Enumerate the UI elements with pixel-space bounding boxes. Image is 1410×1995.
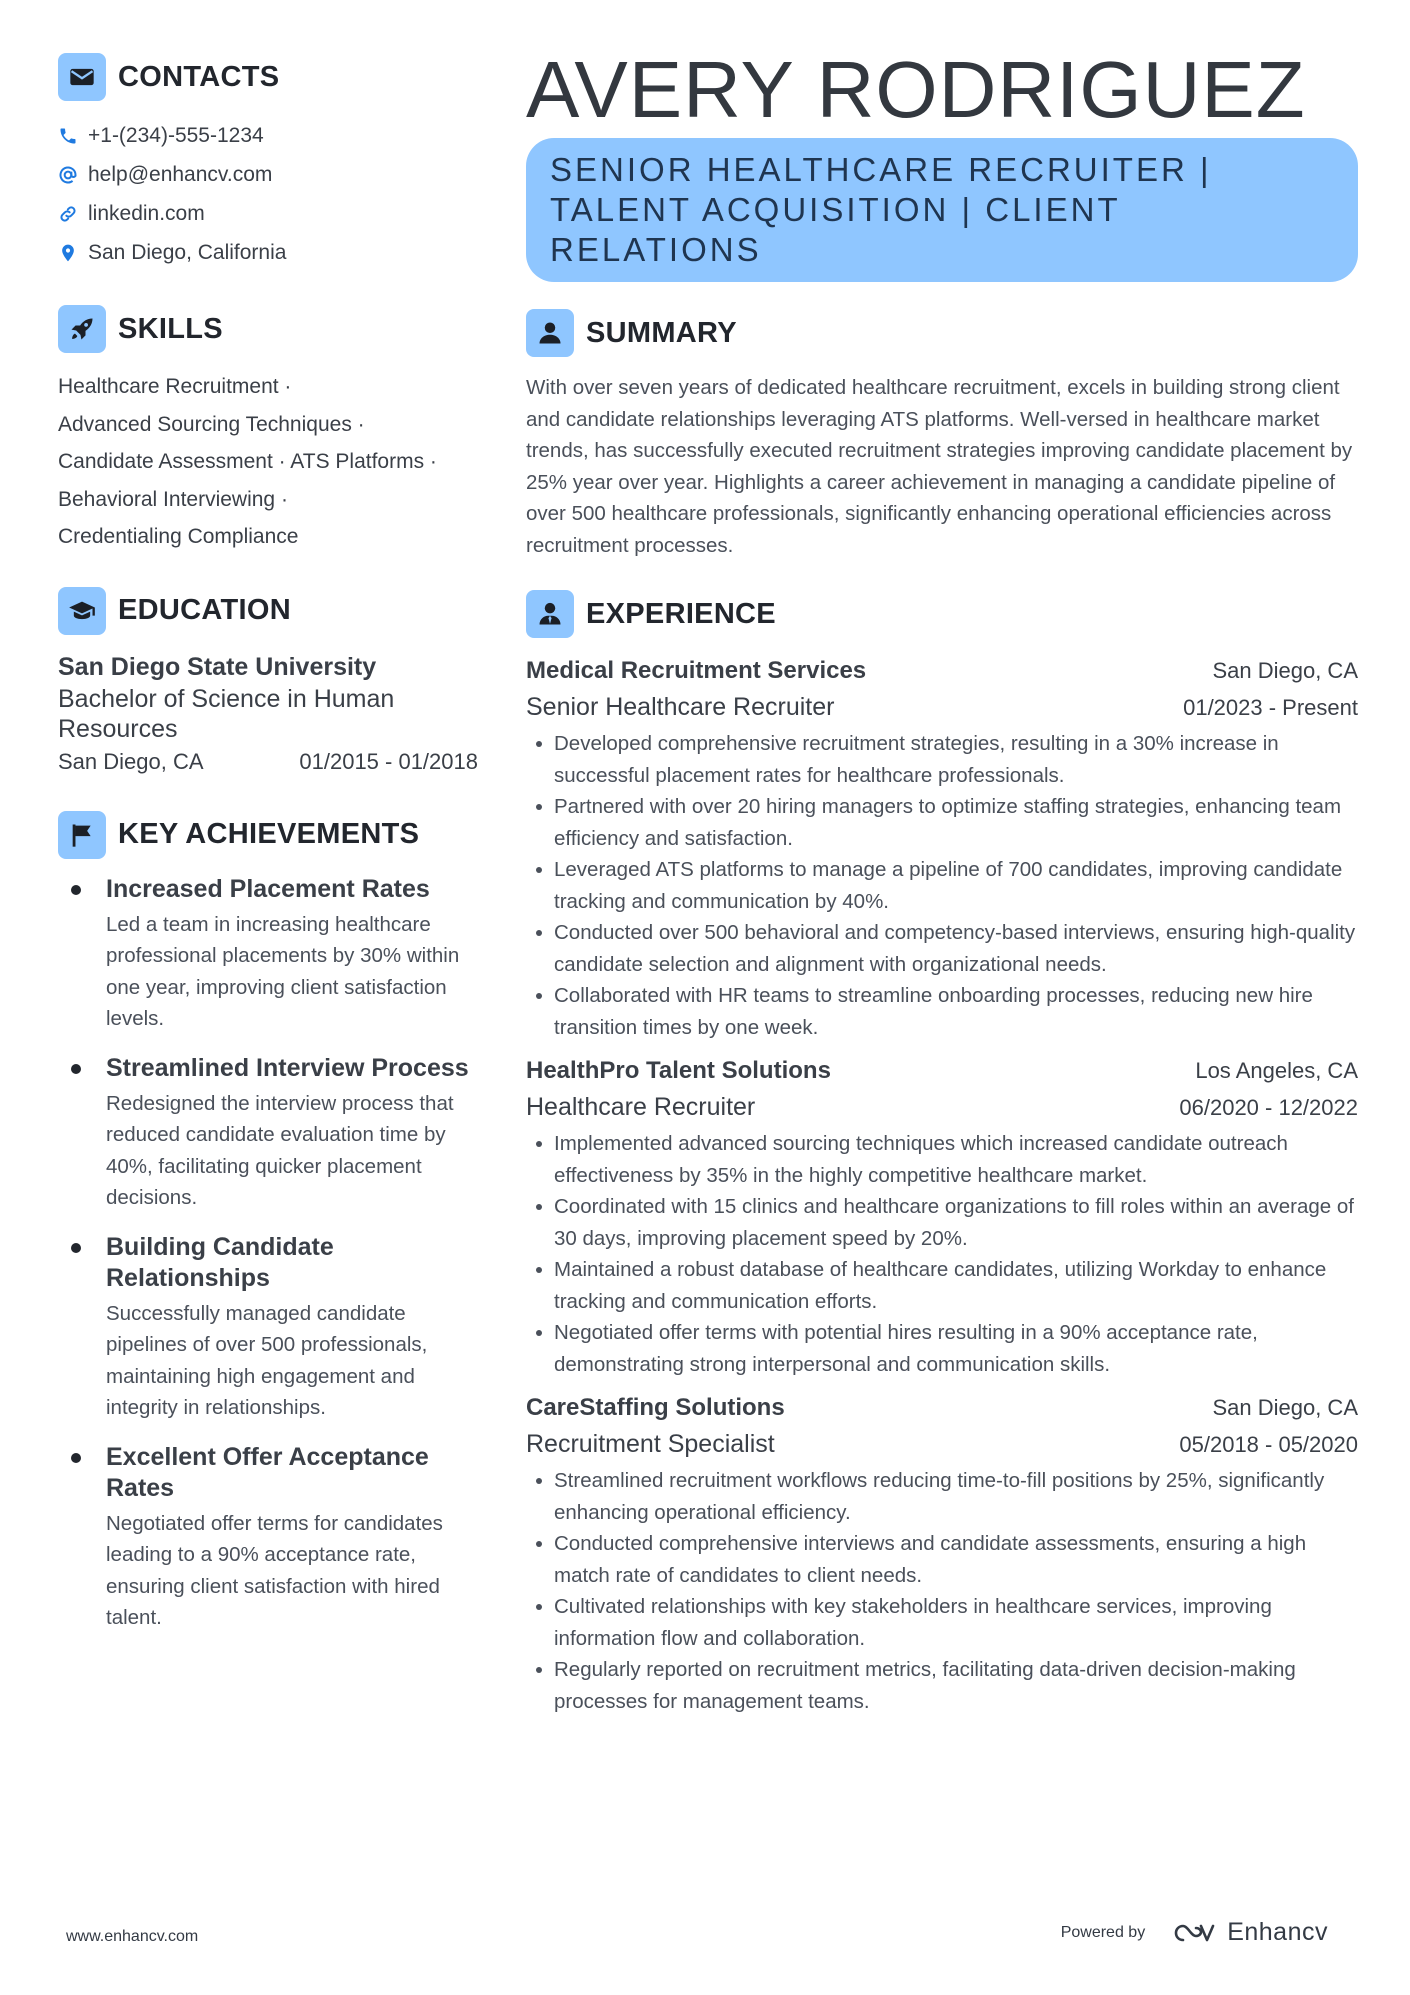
skills-title: SKILLS (118, 312, 223, 345)
job-role: Healthcare Recruiter (526, 1093, 756, 1121)
enhancv-logo-icon (1171, 1920, 1217, 1946)
achievement-desc: Successfully managed candidate pipelines of over 500 professionals, maintaining high engagement and integrity in relationships. (106, 1301, 428, 1420)
achievement-title: Streamlined Interview Process (106, 1053, 469, 1082)
flag-icon (58, 811, 106, 859)
job-bullet: Conducted over 500 behavioral and competency-based interviews, ensuring high-quality candidate selection and alignment with organizational needs. (526, 917, 1358, 980)
footer-powered (1061, 1918, 1328, 1947)
skills-section-header (58, 304, 478, 354)
bullet-dot (71, 1243, 81, 1253)
enhancv-logo[interactable] (1171, 1918, 1328, 1947)
contacts-title: CONTACTS (118, 60, 280, 93)
job-dates: 01/2023 - Present (1183, 695, 1358, 720)
experience-title: EXPERIENCE (586, 597, 776, 630)
job-bullet: Developed comprehensive recruitment strategies, resulting in a 30% increase in successful placement rates for healthcare professionals. (526, 728, 1358, 791)
contact-phone[interactable] (58, 116, 478, 155)
contact-email[interactable] (58, 155, 478, 194)
achievements-list (58, 874, 478, 1634)
contacts-list (58, 116, 478, 272)
achievement-item (58, 1053, 478, 1214)
footer-website[interactable]: www.enhancv.com (66, 1928, 199, 1945)
job-role: Recruitment Specialist (526, 1430, 775, 1458)
education-location: San Diego, CA (58, 748, 204, 774)
job-header-row (526, 1053, 1358, 1089)
achievement-item (58, 1442, 478, 1634)
job-entry (526, 1390, 1358, 1717)
job-company: Medical Recruitment Services (526, 657, 867, 684)
user-tie-icon (526, 590, 574, 638)
education-title: EDUCATION (118, 594, 291, 627)
achievement-item (58, 1232, 478, 1424)
job-company: CareStaffing Solutions (526, 1394, 785, 1421)
brand-name: Enhancv (1227, 1918, 1328, 1946)
phone-icon (58, 126, 82, 146)
education-section-header (58, 586, 478, 636)
achievement-desc: Led a team in increasing healthcare professional placements by 30% within one year, improving client satisfaction levels. (106, 912, 460, 1031)
achievement-desc: Redesigned the interview process that reduced candidate evaluation time by 40%, facilitating quicker placement decisions. (106, 1091, 454, 1210)
job-bullet: Maintained a robust database of healthcare candidates, utilizing Workday to enhance tracking and communication efforts. (526, 1254, 1358, 1317)
job-role-row (526, 689, 1358, 726)
user-icon (526, 309, 574, 357)
job-entry (526, 653, 1358, 1043)
education-meta (58, 744, 478, 780)
contact-phone-text: +1-(234)-555-1234 (88, 123, 264, 147)
job-location: Los Angeles, CA (1195, 1058, 1358, 1083)
job-location: San Diego, CA (1212, 658, 1358, 683)
job-entry (526, 1053, 1358, 1380)
experience-section-header (526, 589, 1358, 639)
map-pin-icon (58, 243, 82, 263)
graduation-cap-icon (58, 587, 106, 635)
achievement-desc: Negotiated offer terms for candidates leading to a 90% acceptance rate, ensuring client satisfaction with hired talent. (106, 1511, 443, 1630)
contact-email-text: help@enhancv.com (88, 162, 273, 186)
achievements-section-header (58, 810, 478, 860)
job-bullet: Conducted comprehensive interviews and candidate assessments, ensuring a high match rate of candidates to client needs. (526, 1528, 1358, 1591)
job-role: Senior Healthcare Recruiter (526, 693, 835, 721)
job-location: San Diego, CA (1212, 1395, 1358, 1420)
job-bullets (526, 1128, 1358, 1380)
bullet-dot (71, 1064, 81, 1074)
education-degree: Bachelor of Science in Human Resources (58, 684, 395, 743)
job-role-row (526, 1426, 1358, 1463)
skill-line: Healthcare Recruitment · (58, 375, 292, 398)
achievement-title: Building Candidate Relationships (106, 1232, 334, 1292)
contact-linkedin[interactable] (58, 194, 478, 233)
skill-line: Behavioral Interviewing · (58, 487, 288, 511)
rocket-icon (58, 305, 106, 353)
job-bullet: Collaborated with HR teams to streamline onboarding processes, reducing new hire transition times by one week. (526, 980, 1358, 1043)
skills-list (58, 368, 478, 556)
job-role-row (526, 1089, 1358, 1126)
achievement-title: Increased Placement Rates (106, 874, 430, 903)
candidate-name: AVERY RODRIGUEZ (526, 45, 1306, 134)
headline-banner (526, 138, 1358, 282)
envelope-icon (58, 53, 106, 101)
skill-line: Candidate Assessment · ATS Platforms · (58, 450, 437, 474)
at-icon (58, 165, 82, 185)
job-bullet: Implemented advanced sourcing techniques which increased candidate outreach effectiveness by 35% in the highly competitive healthcare market. (526, 1128, 1358, 1191)
summary-section-header (526, 308, 1358, 358)
achievement-title: Excellent Offer Acceptance Rates (106, 1442, 429, 1502)
education-entry (58, 650, 478, 780)
powered-by-label: Powered by (1060, 1923, 1146, 1941)
job-bullet: Cultivated relationships with key stakeholders in healthcare services, improving information flow and collaboration. (526, 1591, 1358, 1654)
achievements-title: KEY ACHIEVEMENTS (118, 818, 420, 851)
bullet-dot (71, 885, 81, 895)
contact-location-text: San Diego, California (88, 240, 287, 264)
right-column (526, 45, 1358, 1727)
job-header-row (526, 1390, 1358, 1426)
contact-location (58, 233, 478, 272)
contact-linkedin-text: linkedin.com (88, 201, 205, 225)
job-bullet: Negotiated offer terms with potential hires resulting in a 90% acceptance rate, demonstrating strong interpersonal and communication skills. (526, 1317, 1358, 1380)
summary-text: With over seven years of dedicated healthcare recruitment, excels in building strong client and candidate relationships leveraging ATS platforms. Well-versed in healthcare market trends, has successfully executed recruitment strategies improving candidate placement by 25% year over year. Highlights a career achievement in managing a candidate pipeline of over 500 healthcare professionals, significantly enhancing operational efficiencies across recruitment processes. (526, 376, 1353, 557)
job-bullets (526, 1465, 1358, 1717)
job-bullet: Leveraged ATS platforms to manage a pipeline of 700 candidates, improving candidate tracking and communication by 40%. (526, 854, 1358, 917)
job-company: HealthPro Talent Solutions (526, 1057, 831, 1084)
job-bullet: Streamlined recruitment workflows reducing time-to-fill positions by 25%, significantly enhancing operational efficiency. (526, 1465, 1358, 1528)
skill-line: Advanced Sourcing Techniques · (58, 412, 365, 436)
job-bullet: Coordinated with 15 clinics and healthcare organizations to fill roles within an average of 30 days, improving placement speed by 20%. (526, 1191, 1358, 1254)
job-dates: 05/2018 - 05/2020 (1179, 1432, 1358, 1457)
achievement-item (58, 874, 478, 1035)
summary-title: SUMMARY (586, 316, 737, 349)
job-header-row (526, 653, 1358, 689)
bullet-dot (71, 1453, 81, 1463)
education-school: San Diego State University (58, 652, 377, 681)
job-bullet: Partnered with over 20 hiring managers to optimize staffing strategies, enhancing team efficiency and satisfaction. (526, 791, 1358, 854)
job-bullets (526, 728, 1358, 1043)
job-bullet: Regularly reported on recruitment metrics, facilitating data-driven decision-making processes for management teams. (526, 1654, 1358, 1717)
skill-line: Credentialing Compliance (58, 525, 299, 549)
job-dates: 06/2020 - 12/2022 (1179, 1095, 1358, 1120)
contacts-section-header (58, 52, 478, 102)
headline-text: SENIOR HEALTHCARE RECRUITER | TALENT ACQUISITION | CLIENT RELATIONS (550, 151, 1212, 268)
link-icon (58, 204, 82, 224)
education-dates: 01/2015 - 01/2018 (299, 748, 478, 774)
left-column (58, 52, 478, 1652)
